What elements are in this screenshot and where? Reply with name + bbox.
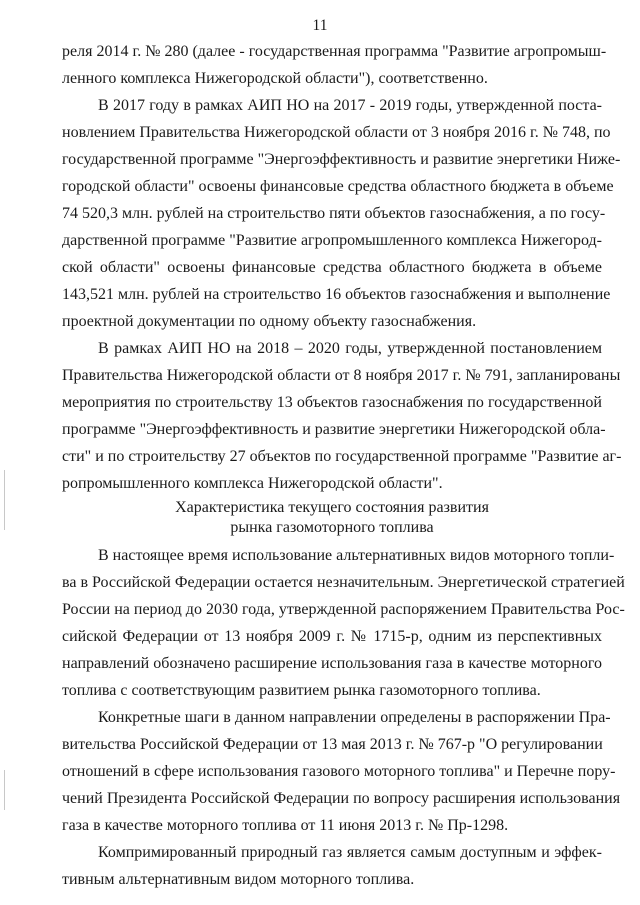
text-line: ской области" освоены финансовые средства областного бюджета в объеме [62, 259, 602, 276]
text-line: ва в Российской Федерации остается незначительным. Энергетической стратегией [62, 574, 625, 591]
text-line: городской области" освоены финансовые средства областного бюджета в объеме [62, 178, 614, 195]
text-line: 74 520,3 млн. рублей на строительство пяти объектов газоснабжения, а по госу- [62, 205, 606, 222]
text-line: ропромышленного комплекса Нижегородской области". [62, 475, 443, 492]
text-line: дарственной программе "Развитие агропромышленного комплекса Нижегород- [62, 232, 602, 249]
scan-edge-mark [4, 470, 5, 530]
text-line: газа в качестве моторного топлива от 11 июня 2013 г. № Пр-1298. [62, 817, 509, 834]
text-line: топлива с соответствующим развитием рынка газомоторного топлива. [62, 682, 541, 699]
text-line: сийской Федерации от 13 ноября 2009 г. № 1715-р, одним из перспективных [62, 628, 602, 645]
text-line: государственной программе "Энергоэффективность и развитие энергетики Ниже- [62, 151, 621, 168]
text-line: программе "Энергоэффективность и развитие энергетики Нижегородской обла- [62, 421, 606, 438]
text-line: тивным альтернативным видом моторного топлива. [62, 871, 415, 888]
text-line: 143,521 млн. рублей на строительство 16 объектов газоснабжения и выполнение [62, 286, 611, 303]
text-line: ленного комплекса Нижегородской области"), соответственно. [62, 70, 488, 87]
text-line: России на период до 2030 года, утвержденной распоряжением Правительства Рос- [62, 601, 625, 618]
text-line: отношений в сфере использования газового моторного топлива" и Перечне пору- [62, 763, 616, 780]
text-line: В настоящее время использование альтернативных видов моторного топли- [98, 547, 615, 564]
text-line: сти" и по строительству 27 объектов по государственной программе "Развитие аг- [62, 448, 622, 465]
text-line: вительства Российской Федерации от 13 мая 2013 г. № 767-р "О регулировании [62, 736, 603, 753]
scan-edge-mark [4, 770, 5, 810]
text-line: новлением Правительства Нижегородской области от 3 ноября 2016 г. № 748, по [62, 124, 611, 141]
text-line: проектной документации по одному объекту газоснабжения. [62, 313, 477, 330]
text-line: Компримированный природный газ является самым доступным и эффек- [98, 844, 602, 861]
text-line: В рамках АИП НО на 2018 – 2020 годы, утвержденной постановлением [98, 340, 602, 357]
text-line: Конкретные шаги в данном направлении определены в распоряжении Пра- [98, 709, 611, 726]
page-number: 11 [312, 17, 328, 34]
text-line: реля 2014 г. № 280 (далее - государственная программа "Развитие агропромыш- [62, 43, 607, 60]
text-line: Правительства Нижегородской области от 8 ноября 2017 г. № 791, запланированы [62, 367, 621, 384]
text-line: мероприятия по строительству 13 объектов газоснабжения по государственной [62, 394, 602, 411]
text-line: В 2017 году в рамках АИП НО на 2017 - 2019 годы, утвержденной поста- [98, 97, 602, 114]
heading-line: рынка газомоторного топлива [230, 519, 434, 536]
text-line: направлений обозначено расширение использования газа в качестве моторного [62, 655, 602, 672]
heading-line: Характеристика текущего состояния развития [175, 499, 489, 516]
text-line: чений Президента Российской Федерации по вопросу расширения использования [62, 790, 621, 807]
